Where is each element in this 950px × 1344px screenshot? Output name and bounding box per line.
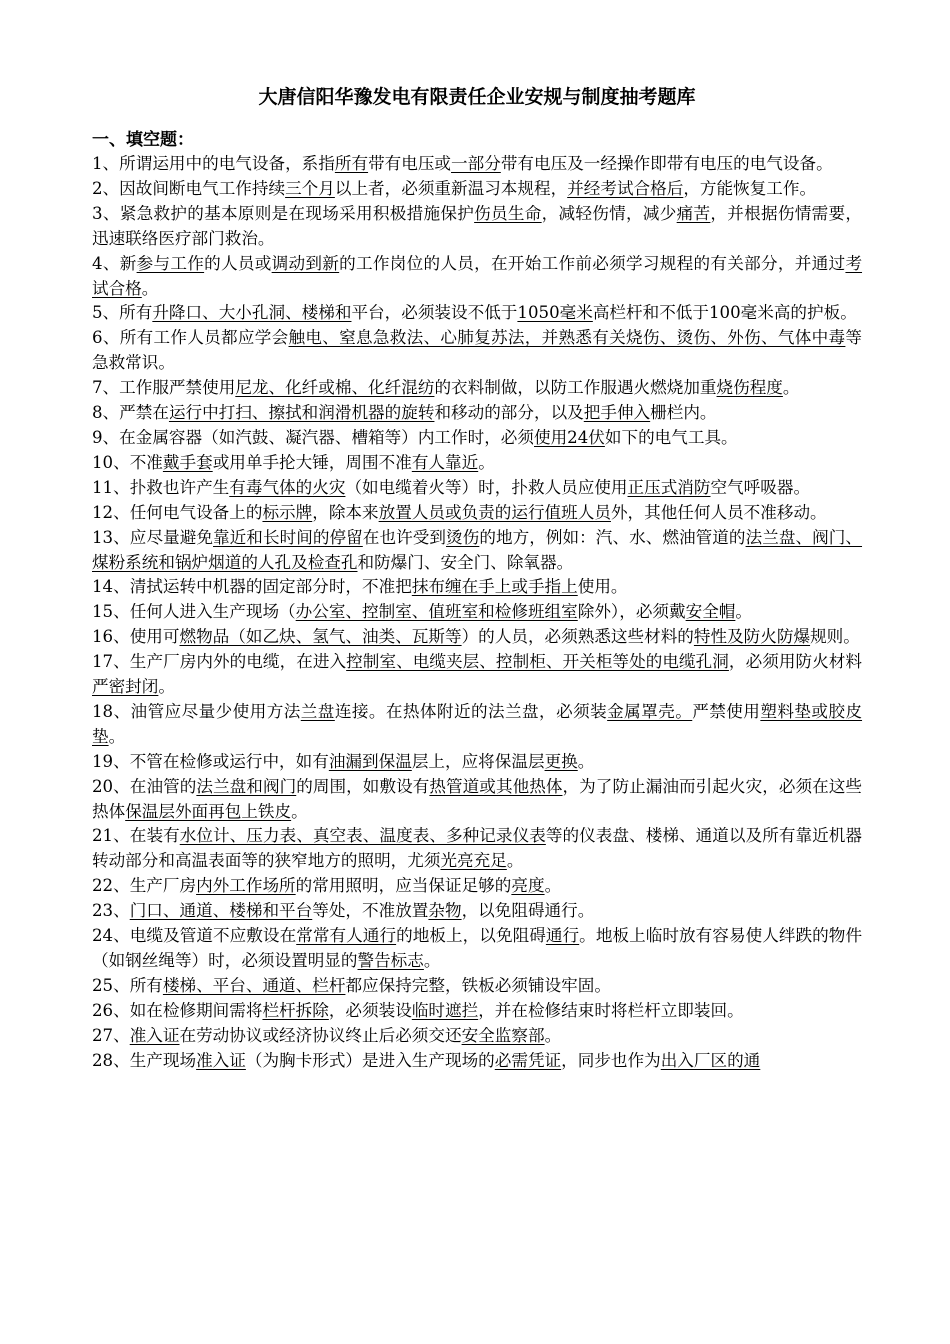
question-text: 空气呼吸器。 [710,477,811,497]
answer-blank-text: 正压式消防 [627,477,711,497]
answer-blank-text: 法兰盘、阀门、煤粉系统和锅炉烟道的人孔及检查孔 [92,527,863,572]
answer-blank-text: 栏杆拆除 [262,1000,329,1020]
answer-blank-text: 一部分 [451,154,501,173]
question-item [92,152,862,177]
question-text: ，除本来 [312,502,379,522]
answer-blank-text: 杂物 [428,901,462,921]
question-text: 高栏杆和不低于100毫米高的护板。 [592,303,857,323]
question-item [92,625,862,650]
answer-blank-text: 办公室、控制室、值班室和检修班组室 [295,602,578,622]
answer-blank-text: 楼梯、平台、通道、栏杆 [162,975,346,995]
question-text: 在也许受到 [362,527,447,547]
answer-blank-text: 三个月 [285,178,335,198]
question-text: 层上，应将保温层 [411,751,545,771]
question-text: 等的仪表盘、楼梯、通道以及所有靠近机器转动部分和高温表面等的狭窄地方的照明，尤须 [92,826,863,871]
question-text: 。 [782,378,800,398]
question-text: 21、在装有 [92,826,180,846]
answer-blank-text: 更换 [544,751,578,771]
question-text: 以上者，必须重新温习本规程， [334,178,568,198]
question-text: 20、在油管的 [92,776,197,796]
answer-blank-text: 法兰盘和阀门 [196,776,297,796]
answer-blank-text: 使用24伏 [534,427,605,447]
question-item [92,501,862,526]
question-text: 。 [544,876,562,896]
question-text: 28、生产现场 [92,1050,197,1070]
question-item [92,924,862,974]
question-text: ）的人员，必须熟悉这些材料的 [461,627,694,647]
question-list [92,152,862,1074]
answer-blank-text: 金属罩壳。 [607,701,693,721]
question-item [92,974,862,999]
answer-blank-text: 所有 [334,154,369,173]
answer-blank-text: 考试合格 [92,253,863,298]
answer-blank-text: 燃物品（如乙炔、氢气、油类、瓦斯等 [179,627,462,647]
question-text: 和防爆门、安全门、除氧器。 [357,552,574,572]
question-text: 的地板上，以免阻碍 [396,926,546,946]
question-text: 的人员或 [204,253,272,273]
answer-blank-text: 调动到新 [271,253,340,273]
answer-blank-text: 尼龙、化纤或棉、化纤混纺 [235,378,435,398]
question-text: （为胸卡形式）是进入生产现场的 [245,1050,495,1070]
question-text: ，为了防止漏油而引起火灾，必须在这些热体 [92,776,863,821]
question-text: 19、不管在检修或运行中，如有 [92,751,329,771]
answer-blank-text: 安全监察部 [461,1025,545,1045]
question-text: 。地板上临时放有容易使人绊跌的物件（如钢丝绳等）时，必须设置明显的 [92,926,863,970]
question-text: 11、扑救也许产生 [92,477,230,497]
question-text: ，方能恢复工作。 [683,178,817,198]
question-text: 平台，必须装设不低于 [351,303,518,323]
question-item [92,999,862,1024]
question-item [92,326,862,376]
answer-blank-text: 烫伤 [446,527,480,547]
question-text: 3、紧急救护的基本原则是在现场采用积极措施保护 [92,203,475,223]
answer-blank-text: 标示牌 [262,502,313,522]
question-item [92,1049,862,1074]
question-text: 。 [735,602,752,622]
answer-blank-text: 安全帽 [685,602,736,622]
question-text: 规则。 [810,627,860,647]
question-text: 和移动的部分，以及 [434,403,584,423]
question-text: 8、严禁在 [92,403,169,423]
question-text: 严禁使用 [692,701,761,721]
question-text: 带有电压或 [368,154,452,173]
question-text: ，以免阻碍通行。 [461,901,595,921]
question-text: 13、应尽量避免 [92,527,214,547]
question-text: 除外），必须戴 [577,602,686,622]
question-item [92,650,862,700]
question-item [92,575,862,600]
question-item [92,700,862,750]
answer-blank-text: 控制室、电缆夹层、控制柜、开关柜等处的电缆孔洞 [346,652,729,672]
question-text: 等急救常识。 [92,328,862,373]
question-item [92,476,862,501]
question-text: 17、生产厂房内外的电缆，在进入 [92,652,347,672]
question-text: （如电缆着火等）时，扑救人员应使用 [345,477,628,497]
section-heading: 一、填空题： [92,130,194,150]
question-text: 如下的电气工具。 [604,427,738,447]
question-text: 或用单手抡大锤，周围不准 [212,452,412,472]
question-text: 的工作岗位的人员，在开始工作前必须学习规程的有关部分，并通过 [339,253,846,273]
question-text: ，并根据伤情需要，迅速联络医疗部门救治。 [92,203,863,248]
question-item [92,177,862,202]
question-item [92,376,862,401]
question-text: 栅栏内。 [650,403,717,423]
question-text: 7、工作服严禁使用 [92,378,236,398]
document-title: 大唐信阳华豫发电有限责任企业安规与制度抽考题库 [258,86,696,108]
answer-blank-text: 靠近和长时间的停留 [213,527,363,547]
question-text: 16、使用可 [92,627,180,647]
answer-blank-text: 兰盘 [300,701,335,721]
answer-blank-text: 运行中打扫、擦拭和润滑机器的旋转 [168,403,435,423]
question-text: 。 [478,452,495,472]
answer-blank-text: 准入证 [129,1025,180,1045]
answer-blank-text: 放置人员或负责的运行值班人员 [378,502,611,522]
question-text: 26、如在检修期间需将 [92,1000,263,1020]
question-item [92,899,862,924]
question-text: 5、所有 [92,303,153,323]
answer-blank-text: 有人靠近 [411,452,479,472]
question-text: ，减轻伤情，减少 [541,203,677,223]
answer-blank-text: 伤员生命 [474,203,542,223]
question-item [92,874,862,899]
question-text: 25、所有 [92,975,163,995]
question-text: 使用。 [577,577,628,597]
answer-blank-text: 把手伸入 [583,403,651,423]
answer-blank-text: 保温层外面再包上铁皮 [125,801,292,821]
question-item [92,824,862,874]
question-text: 4、新 [92,253,137,273]
question-text: 18、油管应尽量少使用方法 [92,701,301,721]
question-text: 。 [141,278,159,298]
question-text: 。 [158,677,175,697]
question-item [92,1024,862,1049]
answer-blank-text: 抹布缠在手上或手指上 [411,577,578,597]
answer-blank-text: 出入厂区的通 [660,1050,761,1070]
question-text: 27、 [92,1025,130,1045]
answer-blank-text: 内外工作场所 [196,876,296,896]
question-item [92,202,862,252]
question-text: 。 [291,801,308,821]
question-item [92,775,862,825]
question-text: 带有电压及一经操作即带有电压的电气设备。 [500,154,833,173]
question-text: 。 [577,751,595,771]
answer-blank-text: 热管道或其他热体 [429,776,563,796]
question-text: 在劳动协议或经济协议终止后必须交还 [179,1025,462,1045]
question-text: 6、所有工作人员都应学会 [92,328,289,348]
answer-blank-text: 有毒气体的火灾 [229,477,346,497]
question-text: 10、不准 [92,452,163,472]
question-item [92,252,862,302]
question-item [92,301,862,326]
question-text: 的衣料制做，以防工作服遇火燃烧加重 [434,378,717,398]
answer-blank-text: 亮度 [511,876,545,896]
answer-blank-text: 准入证 [196,1050,246,1070]
question-text: ，并在检修结束时将栏杆立即装回。 [478,1000,744,1020]
answer-blank-text: 油漏到保温 [328,751,412,771]
question-text: 22、生产厂房 [92,876,197,896]
answer-blank-text: 戴手套 [162,452,213,472]
question-text: 1、所谓运用中的电气设备，系指 [92,154,335,173]
answer-blank-text: 光亮充足 [440,851,507,871]
question-text: ，必须装设 [328,1000,412,1020]
answer-blank-text: 警告标志 [357,951,424,970]
answer-blank-text: 参与工作 [136,253,205,273]
question-text: 都应保持完整，铁板必须铺设牢固。 [345,975,611,995]
question-text: 15、任何人进入生产现场（ [92,602,296,622]
question-text: 2、因故间断电气工作持续 [92,178,286,198]
answer-blank-text: 塑料垫或胶皮垫 [92,701,863,746]
question-item [92,600,862,625]
question-item [92,401,862,426]
question-text: 。 [108,726,126,746]
answer-blank-text: 升降口、大小孔洞、楼梯和 [152,303,352,323]
question-text: 的常用照明，应当保证足够的 [295,876,512,896]
question-item [92,426,862,451]
question-text: 14、清拭运转中机器的固定部分时，不准把 [92,577,412,597]
answer-blank-text: 烧伤程度 [716,378,783,398]
answer-blank-text: 严密封闭 [92,677,159,697]
answer-blank-text: 门口、通道、楼梯和平台 [129,901,313,921]
question-item [92,451,862,476]
question-text: 。 [506,851,524,871]
question-item [92,750,862,775]
answer-blank-text: 1050毫米 [517,303,593,323]
question-text: ，必须用防火材料 [728,652,863,672]
answer-blank-text: 必需凭证 [494,1050,562,1070]
question-text: 。 [544,1025,562,1045]
question-text: 连接。在热体附近的法兰盘，必须装 [334,701,608,721]
question-item [92,526,862,576]
question-text: 23、 [92,901,130,921]
question-text: 9、在金属容器（如汽鼓、凝汽器、槽箱等）内工作时，必须 [92,427,534,447]
question-text: ，同步也作为 [561,1050,661,1070]
answer-blank-text: 临时遮拦 [411,1000,479,1020]
question-text: 的周围，如敷设有 [296,776,430,796]
question-text: 。 [423,951,441,970]
answer-blank-text: 水位计、压力表、真空表、温度表、多种记录仪表 [179,826,546,846]
question-text: 等处，不准放置 [312,901,429,921]
question-text: 24、电缆及管道不应敷设在 [92,926,297,946]
answer-blank-text: 并经考试合格后 [567,178,684,198]
question-text: 的地方，例如：汽、水、燃油管道的 [479,527,746,547]
answer-blank-text: 通行 [545,926,580,946]
answer-blank-text: 常常有人通行 [296,926,397,946]
question-text: 12、任何电气设备上的 [92,502,263,522]
question-text: 外，其他任何人员不准移动。 [610,502,827,522]
answer-blank-text: 特性及防火防爆 [693,627,811,647]
answer-blank-text: 痛苦 [676,203,711,223]
answer-blank-text: 触电、窒息急救法、心肺复苏法，并熟悉有关烧伤、烫伤、外伤、气体中毒 [288,328,846,348]
